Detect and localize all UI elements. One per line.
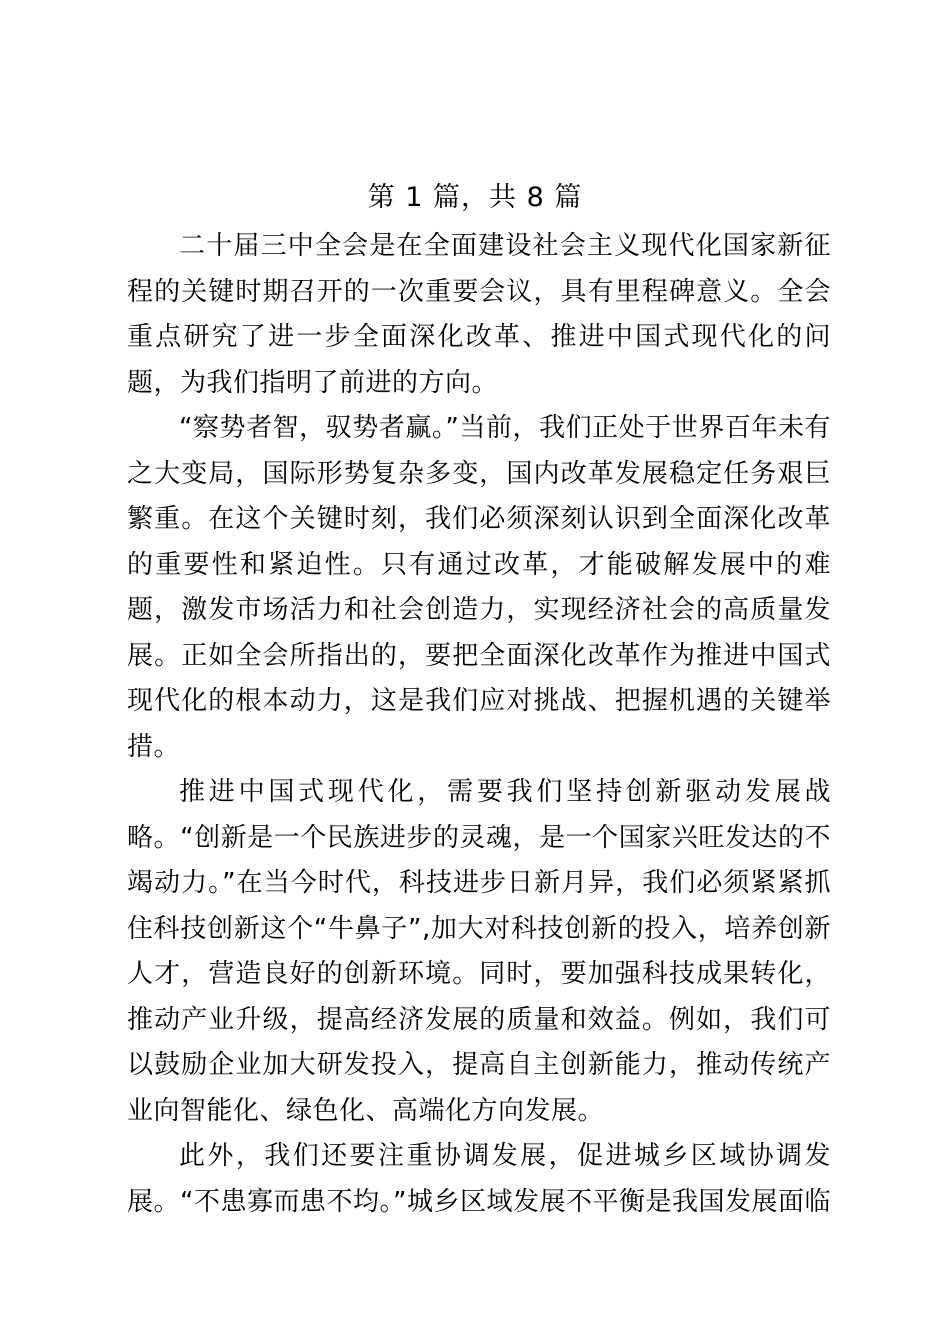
paragraph-4: 此外，我们还要注重协调发展，促进城乡区域协调发展。“不患寡而患不均。”城乡区域发展不平衡是我国发展面临 [127,1141,831,1217]
paragraph-1: 二十届三中全会是在全面建设社会主义现代化国家新征程的关键时期召开的一次重要会议，具有里程碑意义。全会重点研究了进一步全面深化改革、推进中国式现代化的问题，为我们指明了前进的方向。 [127,231,831,398]
paragraph-3: 推进中国式现代化，需要我们坚持创新驱动发展战略。“创新是一个民族进步的灵魂，是一个国家兴旺发达的不竭动力。”在当今时代，科技进步日新月异，我们必须紧紧抓住科技创新这个“牛鼻子”,加大对科技创新的投入，培养创新人才，营造良好的创新环境。同时，要加强科技成果转化，推动产业升级，提高经济发展的质量和效益。例如，我们可以鼓励企业加大研发投入，提高自主创新能力，推动传统产业向智能化、绿色化、高端化方向发展。 [127,777,831,1126]
document-body [127,224,831,1225]
page-title: 第 1 篇，共 8 篇 [367,182,583,213]
paragraph-2: “察势者智，驭势者赢。”当前，我们正处于世界百年未有之大变局，国际形势复杂多变，国内改革发展稳定任务艰巨繁重。在这个关键时刻，我们必须深刻认识到全面深化改革的重要性和紧迫性。只有通过改革，才能破解发展中的难题，激发市场活力和社会创造力，实现经济社会的高质量发展。正如全会所指出的，要把全面深化改革作为推进中国式现代化的根本动力，这是我们应对挑战、把握机遇的关键举措。 [127,413,831,762]
